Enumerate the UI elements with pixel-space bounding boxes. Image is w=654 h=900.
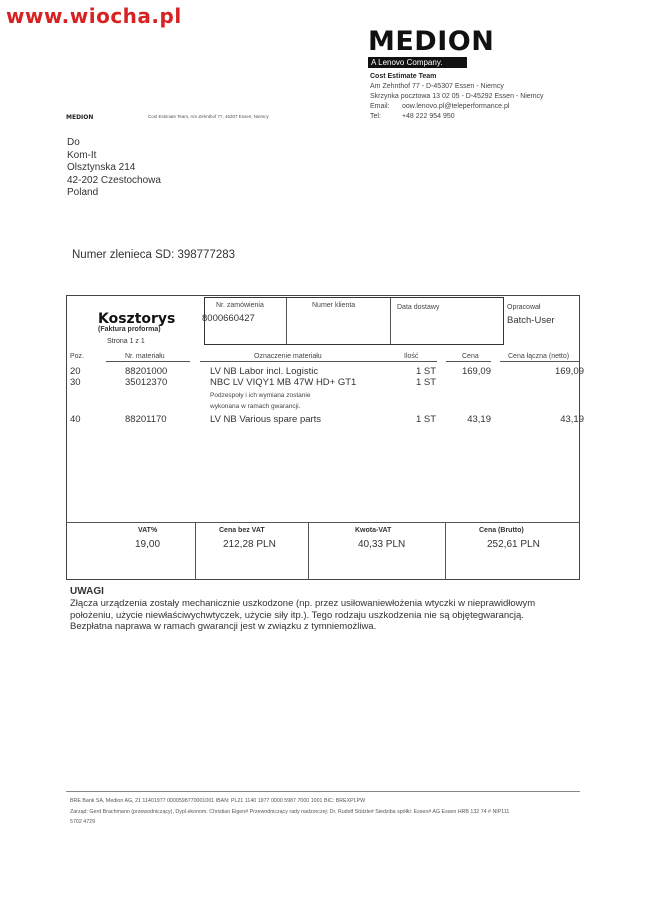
totals-divider xyxy=(308,522,309,580)
net-label: Cena bez VAT xyxy=(219,527,265,534)
remarks-line: położeniu, użycie niewłaściwychwtyczek, użycie siły itp.). Tego rodzaju uszkodzenia nie są objętegwarancją. xyxy=(70,609,524,621)
order-no-value: 8000660427 xyxy=(202,313,255,324)
site-watermark: www.wiocha.pl xyxy=(6,4,182,28)
row-note-line: Podzespoły i ich wymiana zostanie xyxy=(210,392,311,399)
gross-value: 252,61 PLN xyxy=(487,539,540,550)
col-header-pos: Poz. xyxy=(70,353,85,360)
small-medion-logo: MEDION xyxy=(66,114,94,121)
remarks-line: Bezpłatna naprawa w ramach gwarancji jest w związku z tymniemożliwa. xyxy=(70,621,377,633)
totals-divider xyxy=(66,522,580,523)
recipient-line: Poland xyxy=(67,187,99,199)
email-value: oow.lenovo.pl@teleperformance.pl xyxy=(401,103,510,110)
row-total: 169,09 xyxy=(554,366,584,377)
row-qty: 1 ST xyxy=(415,377,436,388)
remarks-title: UWAGI xyxy=(70,586,104,597)
footer-legal xyxy=(70,796,509,828)
row-pos: 40 xyxy=(70,414,81,425)
order-no-label: Nr. zamówienia xyxy=(216,302,264,309)
lenovo-tagline: A Lenovo Company. xyxy=(368,57,467,68)
row-note-line: wykonana w ramach gwarancji. xyxy=(210,403,301,410)
footer-divider xyxy=(66,791,580,792)
divider xyxy=(286,298,287,344)
row-material-no: 88201170 xyxy=(125,414,167,425)
totals-divider xyxy=(195,522,196,580)
row-description: LV NB Labor incl. Logistic xyxy=(210,366,319,377)
email-label: Email: xyxy=(370,103,390,110)
row-price: 43,19 xyxy=(467,414,491,425)
header-underline xyxy=(106,361,190,362)
vat-amount-value: 40,33 PLN xyxy=(358,539,406,550)
company-tel-row xyxy=(370,112,544,122)
document-title: Kosztorys xyxy=(98,311,176,327)
col-header-qty: Ilość xyxy=(404,353,419,360)
col-header-description: Oznaczenie materiału xyxy=(254,353,322,360)
col-header-total: Cena łączna (netto) xyxy=(508,353,570,360)
delivery-date-label: Data dostawy xyxy=(397,304,440,311)
prepared-by-label: Opracował xyxy=(507,304,541,311)
footer-line: Zarząd: Gerd Brachmann (przewodniczący), Dypl.ekonom. Christian Eigen# Przewodniczący rady nadzorczej: Dr. Rudolf Stützle# Siedziba spółki: Essen# AG Essen HRB 132 74 # NIP111 xyxy=(70,808,510,815)
vat-rate-label: VAT% xyxy=(138,527,158,534)
footer-line: 5702 4729 xyxy=(70,819,96,825)
document-subtitle: (Faktura proforma) xyxy=(98,326,161,333)
prepared-by-value: Batch-User xyxy=(507,315,555,326)
company-address-block xyxy=(370,72,544,122)
col-header-price: Cena xyxy=(462,353,479,360)
client-no-label: Numer klienta xyxy=(312,302,356,309)
vat-amount-label: Kwota-VAT xyxy=(355,527,392,534)
row-description: NBC LV VIQY1 MB 47W HD+ GT1 xyxy=(210,377,357,388)
row-total: 43,19 xyxy=(560,414,584,425)
header-underline xyxy=(500,361,580,362)
row-qty: 1 ST xyxy=(415,366,436,377)
row-qty: 1 ST xyxy=(415,414,436,425)
header-underline xyxy=(446,361,491,362)
tel-value: +48 222 954 950 xyxy=(401,113,455,120)
page-indicator: Strona 1 z 1 xyxy=(107,338,145,345)
small-sender-address: Cost Estimate Team, Am Zehnthof 77, 45307 Essen, Niemcy xyxy=(148,114,269,119)
recipient-line: Olsztynska 214 xyxy=(67,162,136,174)
medion-logo: MEDION xyxy=(368,26,495,57)
recipient-line: 42-202 Czestochowa xyxy=(67,174,161,186)
tel-label: Tel: xyxy=(370,113,381,120)
row-pos: 30 xyxy=(70,377,81,388)
row-description: LV NB Various spare parts xyxy=(210,414,322,425)
vat-rate-value: 19,00 xyxy=(135,539,161,550)
recipient-block xyxy=(67,137,161,200)
remarks-line: Złącza urządzenia zostały mechanicznie uszkodzone (np. przez usiłowaniewłożenia wtyczki w nieprawidłowym xyxy=(70,598,536,609)
company-team: Cost Estimate Team xyxy=(370,73,437,80)
totals-divider xyxy=(445,522,446,580)
gross-label: Cena (Brutto) xyxy=(479,527,524,534)
row-pos: 20 xyxy=(70,366,81,377)
remarks-text xyxy=(70,598,590,633)
recipient-label: Do xyxy=(67,137,80,148)
company-email-row xyxy=(370,102,544,112)
row-material-no: 88201000 xyxy=(125,366,168,377)
header-underline xyxy=(200,361,437,362)
net-value: 212,28 PLN xyxy=(223,539,276,550)
row-price: 169,09 xyxy=(461,366,491,377)
col-header-material-no: Nr. materiału xyxy=(125,353,165,360)
company-address-line: Am Zehnthof 77 - D-45307 Essen - Niemcy xyxy=(370,83,504,90)
company-address-line: Skrzynka pocztowa 13 02 05 - D-45292 Essen - Niemcy xyxy=(370,93,544,100)
recipient-line: Kom-It xyxy=(67,149,97,161)
row-material-no: 35012370 xyxy=(125,377,168,388)
service-order-number: Numer zlenieca SD: 398777283 xyxy=(72,249,236,261)
footer-line: BRE Bank SA, Medion AG, 21 11401977 0000598770001001 IBAN: PL21 1140 1977 0000 5987 7000 1001 BIC: BREXPLPW xyxy=(70,798,366,804)
divider xyxy=(390,298,391,344)
